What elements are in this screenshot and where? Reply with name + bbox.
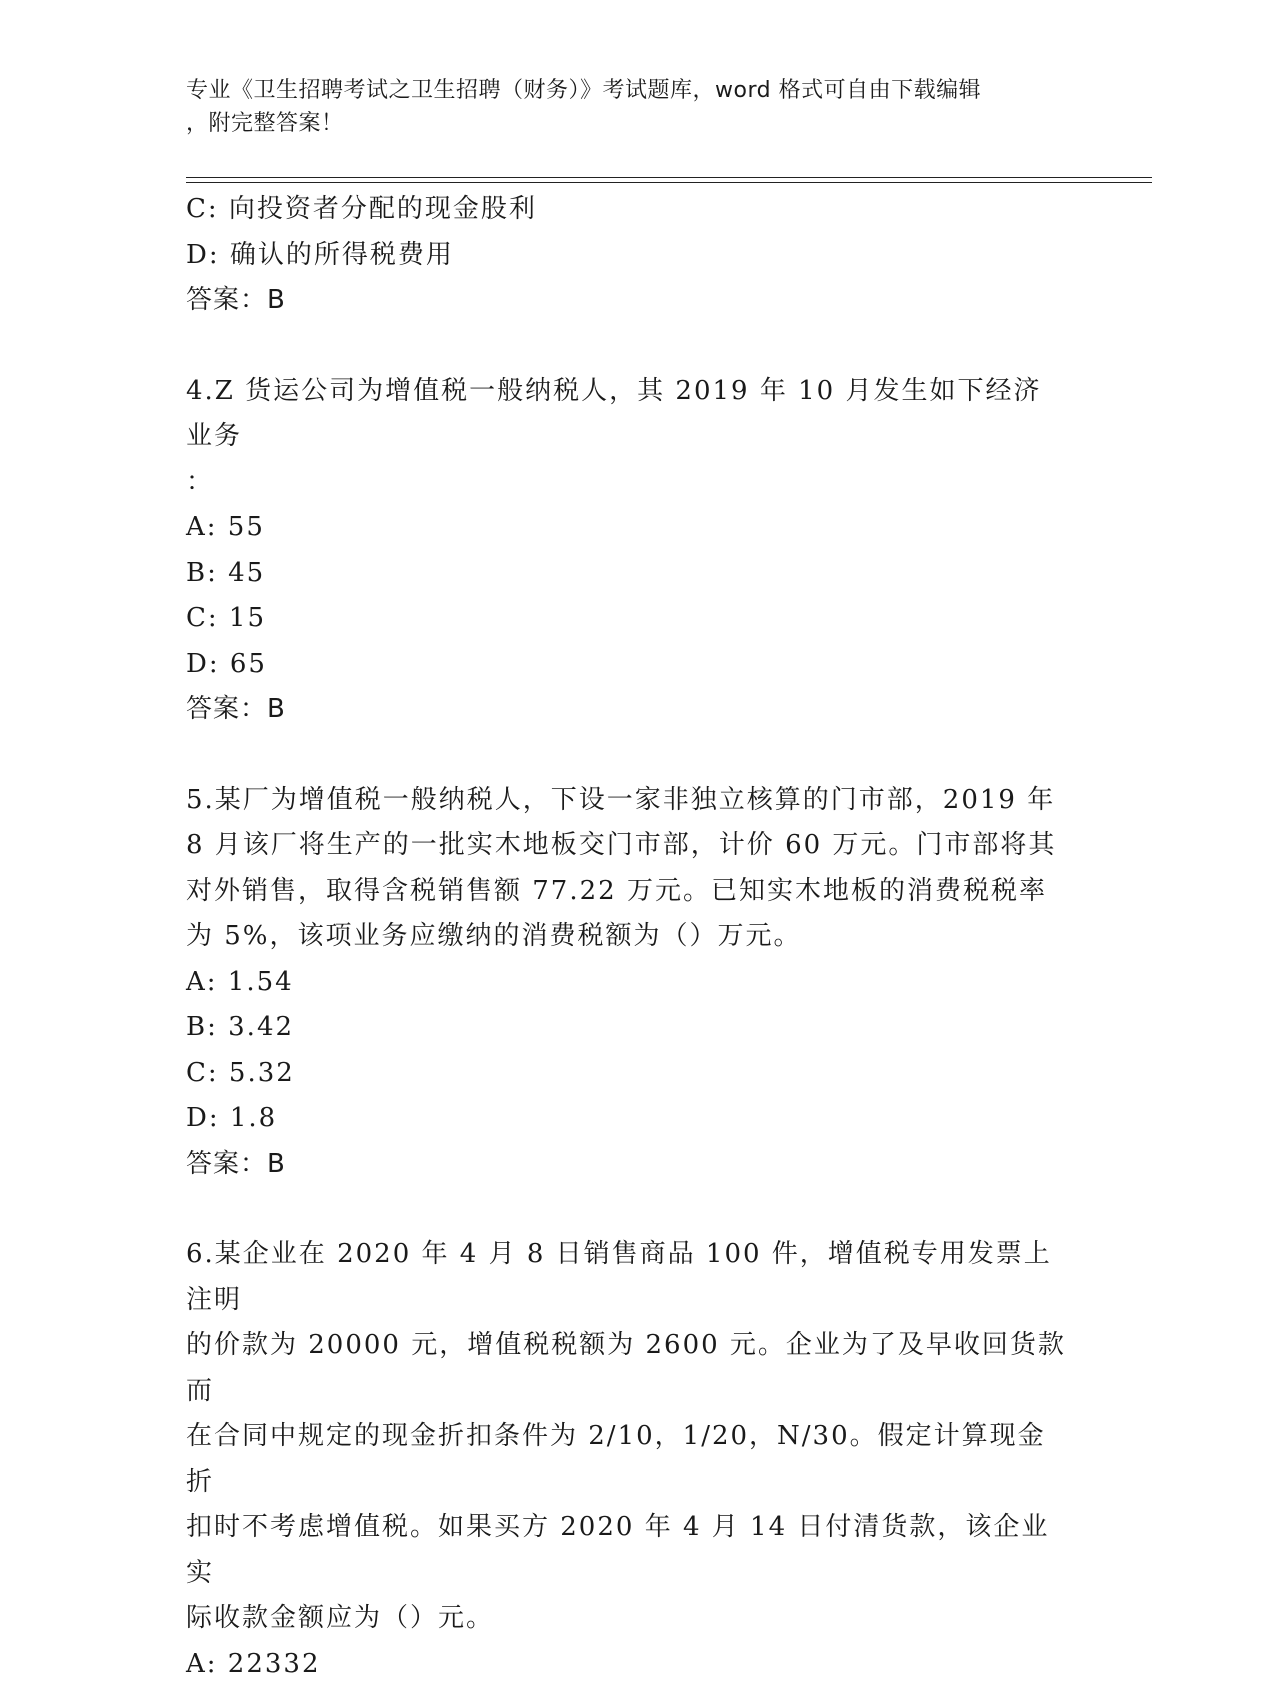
spacer — [186, 324, 1086, 369]
q4-stem-line-2: ： — [186, 460, 1066, 506]
q6-stem-line-5: 际收款金额应为（）元。 — [186, 1596, 1066, 1642]
q5-option-a: A: 1.54 — [186, 960, 1086, 1006]
question-6 — [186, 1232, 1086, 1687]
q5-stem-line-3: 对外销售，取得含税销售额 77.22 万元。已知实木地板的消费税税率 — [186, 869, 1066, 915]
header-rule-bottom — [186, 182, 1152, 183]
q6-stem-line-4: 扣时不考虑增值税。如果买方 2020 年 4 月 14 日付清货款，该企业实 — [186, 1505, 1066, 1596]
q5-stem-line-2: 8 月该厂将生产的一批实木地板交门市部，计价 60 万元。门市部将其 — [186, 823, 1066, 869]
q3-answer: 答案：B — [186, 278, 1086, 324]
spacer — [186, 733, 1086, 778]
spacer — [186, 1187, 1086, 1232]
q5-option-c: C: 5.32 — [186, 1051, 1086, 1097]
q4-answer: 答案：B — [186, 687, 1086, 733]
q4-option-d: D: 65 — [186, 642, 1086, 688]
header-line-1: 专业《卫生招聘考试之卫生招聘（财务）》考试题库，word 格式可自由下载编辑 — [186, 74, 1066, 107]
q5-option-b: B: 3.42 — [186, 1005, 1086, 1051]
q3-option-d: D: 确认的所得税费用 — [186, 233, 1086, 279]
q3-option-c: C: 向投资者分配的现金股利 — [186, 187, 1086, 233]
q5-stem-line-1: 5.某厂为增值税一般纳税人，下设一家非独立核算的门市部，2019 年 — [186, 778, 1066, 824]
q5-answer: 答案：B — [186, 1142, 1086, 1188]
q5-option-d: D: 1.8 — [186, 1096, 1086, 1142]
question-5 — [186, 778, 1086, 1188]
q4-stem-line-1: 4.Z 货运公司为增值税一般纳税人，其 2019 年 10 月发生如下经济业务 — [186, 369, 1066, 460]
q6-stem-line-1: 6.某企业在 2020 年 4 月 8 日销售商品 100 件，增值税专用发票上注明 — [186, 1232, 1066, 1323]
q6-stem-line-3: 在合同中规定的现金折扣条件为 2/10，1/20，N/30。假定计算现金折 — [186, 1414, 1066, 1505]
q4-option-a: A: 55 — [186, 505, 1086, 551]
document-content — [186, 187, 1086, 1687]
q4-option-b: B: 45 — [186, 551, 1086, 597]
question-3-tail — [186, 187, 1086, 324]
header-line-2: ，附完整答案！ — [186, 107, 1066, 140]
q4-option-c: C: 15 — [186, 596, 1086, 642]
q6-option-a: A: 22332 — [186, 1642, 1086, 1687]
header-rule-top — [186, 177, 1152, 178]
q6-stem-line-2: 的价款为 20000 元，增值税税额为 2600 元。企业为了及早收回货款而 — [186, 1323, 1066, 1414]
q5-stem-line-4: 为 5%，该项业务应缴纳的消费税额为（）万元。 — [186, 914, 1066, 960]
question-4 — [186, 369, 1086, 733]
page-header — [186, 74, 1066, 140]
